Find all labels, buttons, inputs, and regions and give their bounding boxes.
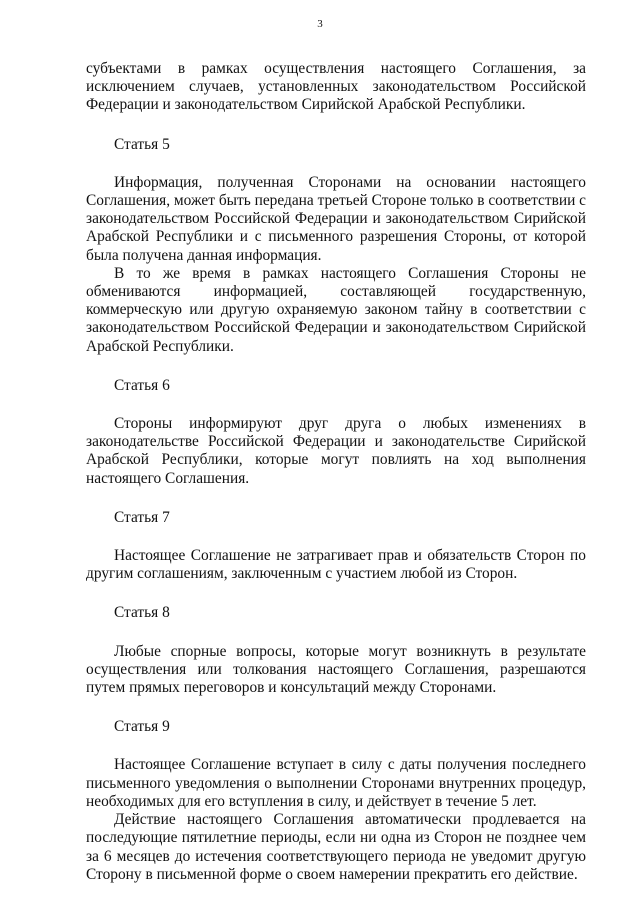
article-9-paragraph-1: Настоящее Соглашение вступает в силу с даты получения последнего письменного уведомления о выполнении Сторонами внутренних процедур, необходимых для его вступления в силу, и действует в течение 5 лет. — [86, 756, 586, 810]
article-6-paragraph-1: Стороны информируют друг друга о любых изменениях в законодательстве Российской Федерации и законодательстве Сирийской Арабской Республики, которые могут повлиять на ход выполнения настоящего Соглашения. — [86, 415, 586, 487]
document-body — [86, 60, 586, 884]
article-9-paragraph-2: Действие настоящего Соглашения автоматически продлевается на последующие пятилетние периоды, если ни одна из Сторон не позднее чем за 6 месяцев до истечения соответствующего периода не уведомит другую Сторону в письменной форме о своем намерении прекратить его действие. — [86, 811, 586, 883]
article-7-heading: Статья 7 — [114, 508, 170, 526]
article-5-paragraph-1: Информация, полученная Сторонами на основании настоящего Соглашения, может быть передана третьей Стороне только в соответствии с законодательством Российской Федерации и законодательством Сирийской Арабской Республики и с письменного разрешения Стороны, от которой была получена данная информация. — [86, 173, 586, 264]
article-7-paragraph-1: Настоящее Соглашение не затрагивает прав и обязательств Сторон по другим соглашениям, заключенным с участием любой из Сторон. — [86, 547, 586, 583]
article-8-heading: Статья 8 — [114, 604, 170, 622]
article-5-heading: Статья 5 — [114, 135, 170, 153]
article-8-paragraph-1: Любые спорные вопросы, которые могут возникнуть в результате осуществления или толкования настоящего Соглашения, разрешаются путем прямых переговоров и консультаций между Сторонами. — [86, 642, 586, 697]
paragraph-continuation: субъектами в рамках осуществления настоящего Соглашения, за исключением случаев, установленных законодательством Российской Федерации и законодательством Сирийской Арабской Республики. — [86, 60, 586, 114]
article-6-heading: Статья 6 — [114, 376, 170, 394]
article-9-heading: Статья 9 — [114, 718, 170, 736]
page-number: 3 — [317, 18, 323, 30]
article-5-paragraph-2: В то же время в рамках настоящего Соглашения Стороны не обмениваются информацией, составляющей государственную, коммерческую или другую охраняемую законом тайну в соответствии с законодательством Российской Федерации и законодательством Сирийской Арабской Республики. — [86, 264, 586, 355]
